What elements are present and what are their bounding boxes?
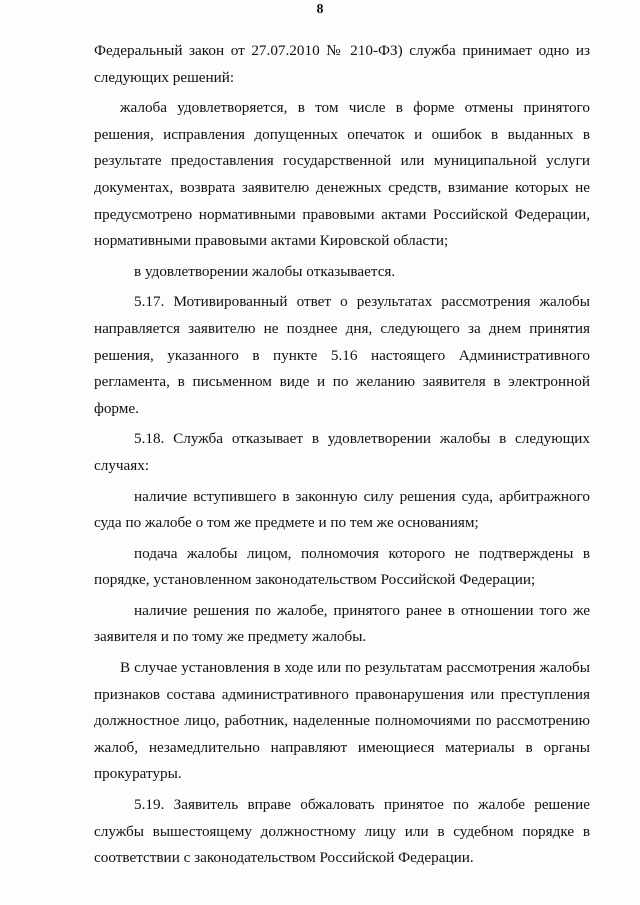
paragraph-court-decision: наличие вступившего в законную силу решения суда, арбитражного суда по жалобе о том же предмете и по тем же основаниям; <box>94 487 590 532</box>
paragraph-intro: Федеральный закон от 27.07.2010 № 210-ФЗ) служба принимает одно из следующих решений: <box>94 42 590 86</box>
paragraph-prior-decision: наличие решения по жалобе, принятого ранее в отношении того же заявителя и по тому же предмету жалобы. <box>94 601 590 646</box>
paragraph-complaint-satisfied: жалоба удовлетворяется, в том числе в форме отмены принятого решения, исправления допущенных опечаток и ошибок в выданных в результате предоставления государственной или муниципальной услуги документах, возврата заявителю денежных средств, взимание которых не предусмотрено нормативными правовыми актами Российской Федерации, нормативными правовыми актами Кировской области; <box>94 99 590 250</box>
paragraph-complaint-rejected: в удовлетворении жалобы отказывается. <box>134 262 396 280</box>
document-body <box>94 38 590 872</box>
paragraph-5-17: 5.17. Мотивированный ответ о результатах рассмотрения жалобы направляется заявителю не позднее дня, следующего за днем принятия решения, указанного в пункте 5.16 настоящего Административного регламента, в письменном виде и по желанию заявителя в электронной форме. <box>94 293 590 417</box>
page-number: 8 <box>316 2 324 17</box>
paragraph-unauthorized: подача жалобы лицом, полномочия которого не подтверждены в порядке, установленном законодательством Российской Федерации; <box>94 544 590 589</box>
paragraph-5-19: 5.19. Заявитель вправе обжаловать принятое по жалобе решение службы вышестоящему должностному лицу или в судебном порядке в соответствии с законодательством Российской Федерации. <box>94 796 590 867</box>
paragraph-violation: В случае установления в ходе или по результатам рассмотрения жалобы признаков состава административного правонарушения или преступления должностное лицо, работник, наделенные полномочиями по рассмотрению жалоб, незамедлительно направляют имеющиеся материалы в органы прокуратуры. <box>94 659 590 783</box>
paragraph-5-18: 5.18. Служба отказывает в удовлетворении жалобы в следующих случаях: <box>94 430 590 474</box>
